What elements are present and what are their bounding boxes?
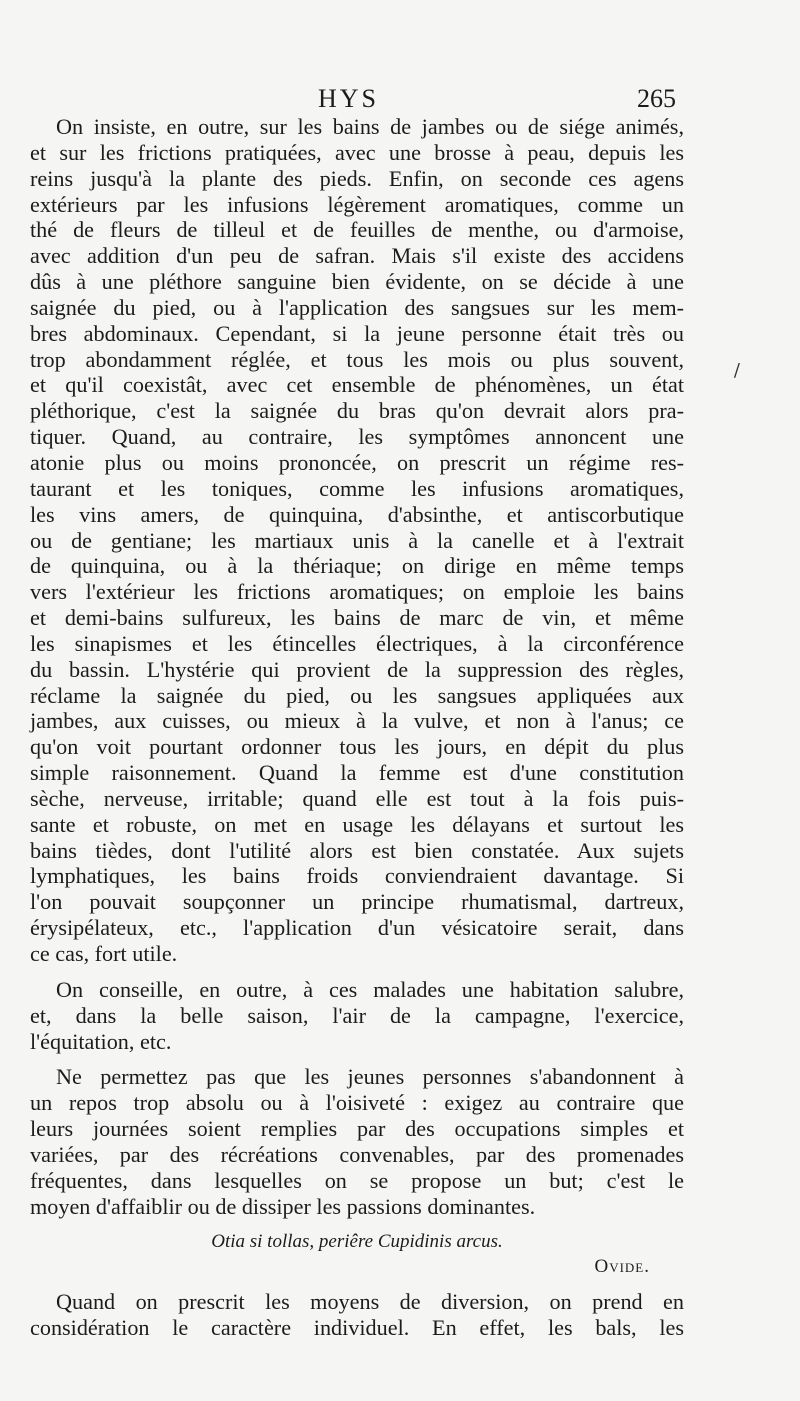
text-line: fréquentes, dans lesquelles on se propose un but; c'est le [30,1167,684,1193]
text-line: ce cas, fort utile. [30,941,178,966]
text-line: sante et robuste, on met en usage les délayans et surtout les [30,811,684,837]
text-line: de quinquina, ou à la thériaque; on dirige en même temps [30,553,684,579]
text-line: atonie plus ou moins prononcée, on prescrit un régime res- [30,449,684,475]
text-line: saignée du pied, ou à l'application des sangsues sur les mem- [30,294,684,320]
text-line: ou de gentiane; les martiaux unis à la canelle et à l'extrait [30,527,684,553]
text-line: lymphatiques, les bains froids conviendraient davantage. Si [30,863,684,889]
text-line: bres abdominaux. Cependant, si la jeune personne était très ou [30,320,684,346]
text-line: sèche, nerveuse, irritable; quand elle est tout à la fois puis- [30,785,684,811]
text-line: érysipélateux, etc., l'application d'un vésicatoire serait, dans [30,915,684,941]
text-line: considération le caractère individuel. En effet, les bals, les [30,1315,684,1341]
text-line: leurs journées soient remplies par des occupations simples et [30,1116,684,1142]
text-line: extérieurs par les infusions légèrement aromatiques, comme un [30,191,684,217]
text-line: thé de fleurs de tilleul et de feuilles de menthe, ou d'armoise, [30,217,684,243]
text-line: les vins amers, de quinquina, d'absinthe, et antiscorbutique [30,501,684,527]
text-line: l'on pouvait soupçonner un principe rhumatismal, dartreux, [30,889,684,915]
page-header [0,78,800,118]
text-line: et, dans la belle saison, l'air de la campagne, l'exercice, [30,1002,684,1028]
text-line: pléthorique, c'est la saignée du bras qu'on devrait alors pra- [30,398,684,424]
text-line: vers l'extérieur les frictions aromatiques; on emploie les bains [30,579,684,605]
text-line: du bassin. L'hystérie qui provient de la suppression des règles, [30,656,684,682]
latin-quote: Otia si tollas, periêre Cupidinis arcus. [211,1231,503,1253]
quote-author: Ovide. [594,1256,650,1278]
text-line: trop abondamment réglée, et tous les mois ou plus souvent, [30,346,684,372]
paragraph-1 [30,114,684,967]
text-line: taurant et les toniques, comme les infusions aromatiques, [30,475,684,501]
text-line: jambes, aux cuisses, ou mieux à la vulve, et non à l'anus; ce [30,708,684,734]
text-line: qu'on voit pourtant ordonner tous les jours, en dépit du plus [30,734,684,760]
text-line: et demi-bains sulfureux, les bains de marc de vin, et même [30,605,684,631]
text-line: variées, par des récréations convenables, par des promenades [30,1141,684,1167]
text-line: reins jusqu'à la plante des pieds. Enfin, on seconde ces agens [30,165,684,191]
text-line: Quand on prescrit les moyens de diversion, on prend en [56,1289,684,1315]
text-line: Ne permettez pas que les jeunes personnes s'abandonnent à [56,1064,684,1090]
text-line: avec addition d'un peu de safran. Mais s'il existe des accidens [30,243,684,269]
text-line: réclame la saignée du pied, ou les sangsues appliquées aux [30,682,684,708]
paragraph-2 [30,977,684,1055]
text-line: et qu'il coexistât, avec cet ensemble de phénomènes, un état [30,372,684,398]
paragraph-3 [30,1064,684,1219]
text-line: On insiste, en outre, sur les bains de jambes ou de siége animés, [56,114,684,139]
text-line: bains tièdes, dont l'utilité alors est bien constatée. Aux sujets [30,837,684,863]
text-line: un repos trop absolu ou à l'oisiveté : exigez au contraire que [30,1090,684,1116]
text-line: simple raisonnement. Quand la femme est d'une constitution [30,760,684,786]
text-line: On conseille, en outre, à ces malades une habitation salubre, [56,976,684,1002]
body-text [30,114,684,1341]
text-line: et sur les frictions pratiquées, avec une brosse à peau, depuis les [30,139,684,165]
text-line: tiquer. Quand, au contraire, les symptômes annoncent une [30,424,684,450]
text-line: l'équitation, etc. [30,1028,172,1054]
text-line: moyen d'affaiblir ou de dissiper les passions dominantes. [30,1193,536,1219]
page-number: 265 [637,84,676,113]
margin-mark: / [733,360,740,381]
text-line: dûs à une pléthore sanguine bien évidente, on se décide à une [30,269,684,295]
paragraph-4 [30,1289,684,1341]
running-head: HYS [318,84,380,113]
text-line: les sinapismes et les étincelles électriques, à la circonférence [30,630,684,656]
